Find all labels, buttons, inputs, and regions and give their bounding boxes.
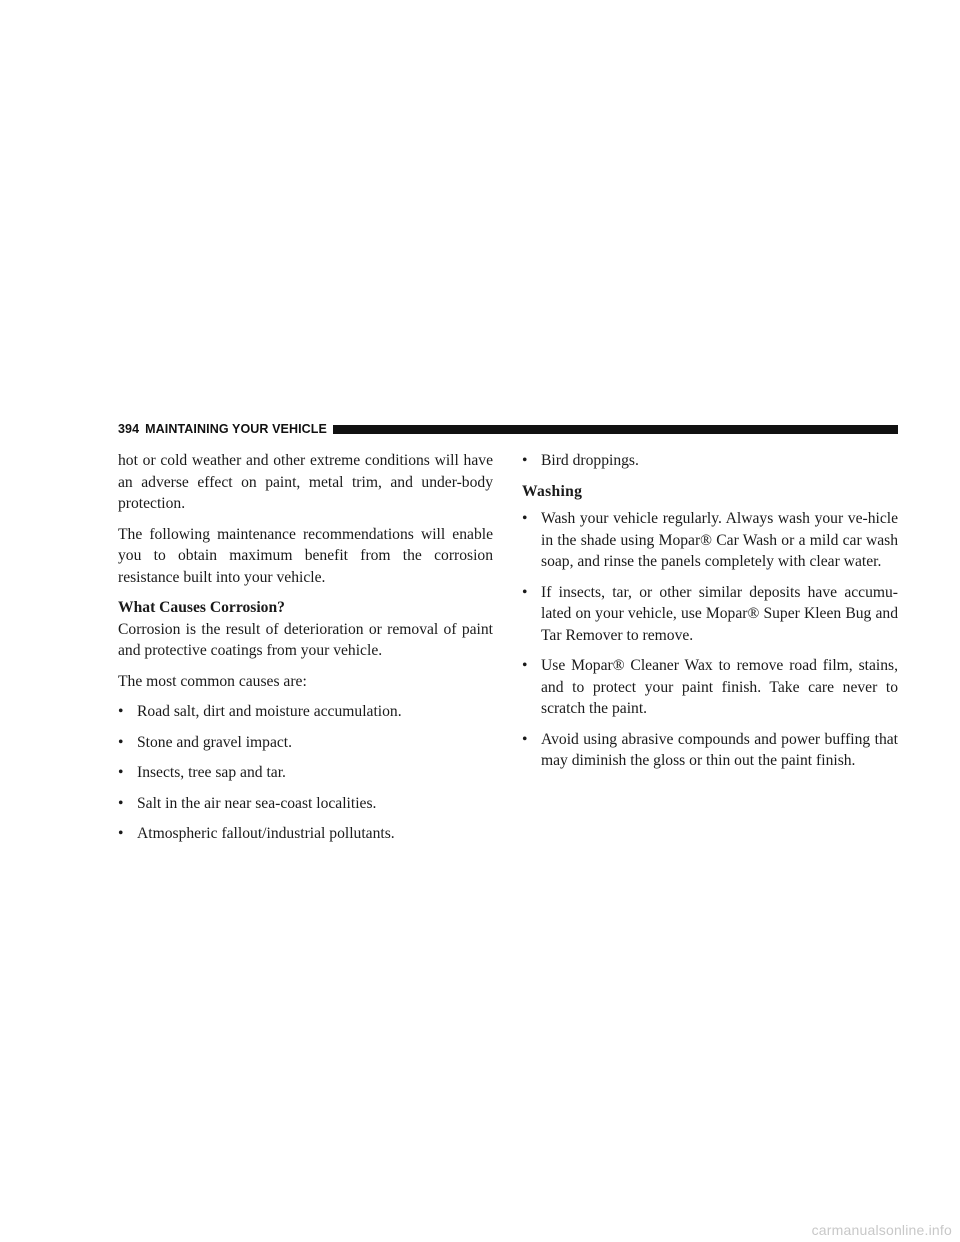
bullet-icon: •: [522, 730, 528, 748]
bullet-icon: •: [118, 764, 124, 781]
corrosion-paragraph: Corrosion is the result of deterioration or removal of paint and protective coatings from your vehicle.: [118, 620, 493, 659]
bullet-icon: •: [118, 794, 124, 812]
right-column: [522, 450, 898, 781]
washing-heading: Washing: [522, 482, 583, 500]
list-item: • Avoid using abrasive compounds and power buffing that may diminish the gloss or thin out the paint finish.: [522, 730, 898, 769]
causes-list: [118, 701, 493, 845]
list-item: • If insects, tar, or other similar deposits have accumu-lated on your vehicle, use Mopar® Super Kleen Bug and Tar Remover to remove.: [522, 583, 898, 644]
bullet-icon: •: [522, 452, 528, 469]
watermark: carmanualsonline.info: [811, 1222, 952, 1238]
intro-paragraph: hot or cold weather and other extreme conditions will have an adverse effect on paint, metal trim, and under-body protection.: [118, 452, 493, 512]
list-item: • Atmospheric fallout/industrial pollutants.: [118, 823, 493, 845]
section-title: MAINTAINING YOUR VEHICLE: [145, 422, 327, 436]
bullet-icon: •: [118, 825, 124, 842]
list-item: • Salt in the air near sea-coast localities.: [118, 793, 493, 815]
causes-list-continued: [522, 450, 898, 472]
header-rule: [333, 425, 898, 434]
recommendations-paragraph: The following maintenance recommendations will enable you to obtain maximum benefit from the corrosion resistance built into your vehicle.: [118, 525, 493, 586]
bullet-icon: •: [118, 733, 124, 751]
corrosion-heading: What Causes Corrosion?: [118, 599, 285, 616]
list-item: • Bird droppings.: [522, 450, 898, 472]
bullet-icon: •: [522, 583, 528, 601]
list-item: • Stone and gravel impact.: [118, 732, 493, 754]
left-column: [118, 450, 493, 854]
list-item: • Use Mopar® Cleaner Wax to remove road film, stains, and to protect your paint finish. Take care never to scratch the paint.: [522, 657, 898, 717]
list-item: • Wash your vehicle regularly. Always wash your ve-hicle in the shade using Mopar® Car Wash or a mild car wash soap, and rinse the panels completely with clear water.: [522, 510, 898, 570]
list-item: • Road salt, dirt and moisture accumulation.: [118, 701, 493, 723]
page-number: 394: [118, 422, 140, 436]
causes-intro: The most common causes are:: [118, 672, 307, 690]
page-header: [118, 420, 898, 438]
list-item: • Insects, tree sap and tar.: [118, 762, 493, 784]
bullet-icon: •: [522, 510, 528, 527]
bullet-icon: •: [522, 657, 528, 674]
washing-list: [522, 508, 898, 772]
bullet-icon: •: [118, 703, 124, 720]
